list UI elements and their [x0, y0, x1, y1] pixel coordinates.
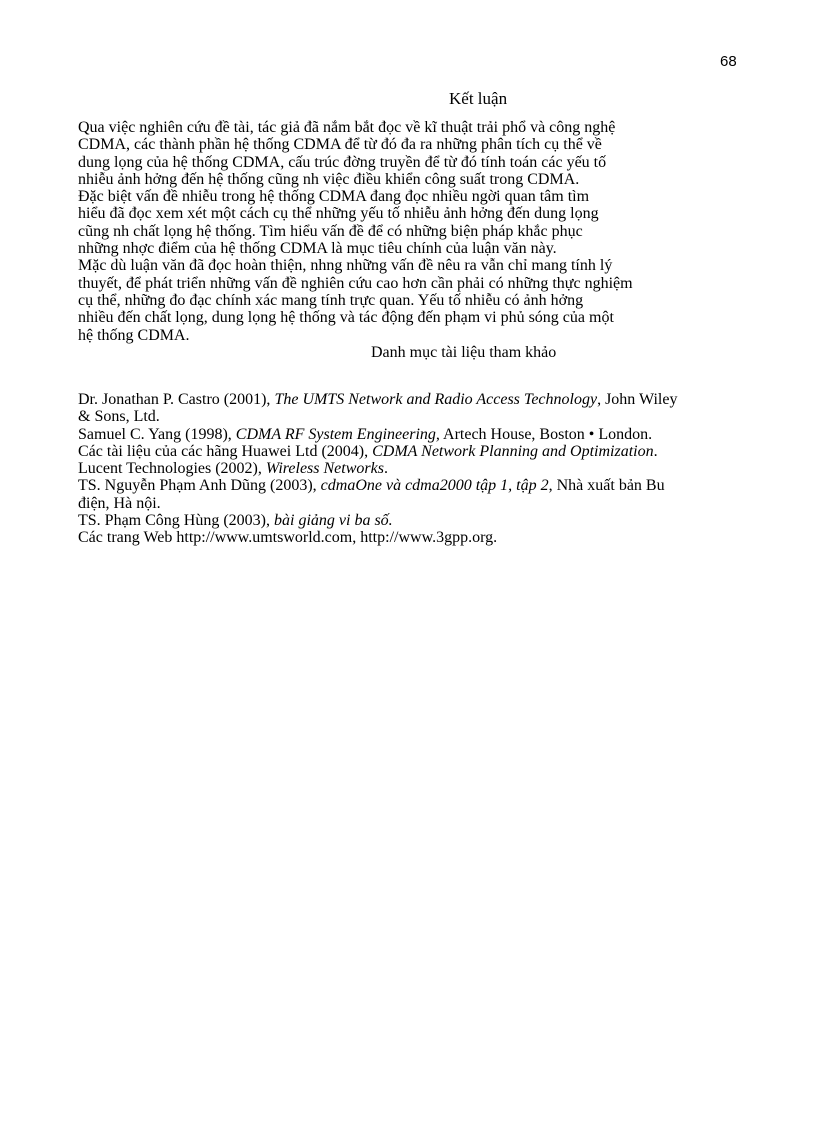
conclusion-line: dung lọng của hệ thống CDMA, cấu trúc đờng truyền để từ đó tính toán các yếu tố	[78, 153, 607, 171]
reference-author: Samuel C. Yang (1998),	[78, 425, 236, 443]
conclusion-line: cụ thể, những đo đạc chính xác mang tính trực quan. Yếu tố nhiễu có ảnh hởng	[78, 291, 584, 309]
reference-title: Wireless Networks	[265, 460, 384, 478]
references-list	[78, 391, 808, 547]
reference-title: bài giảng vi ba số.	[274, 512, 393, 530]
conclusion-line: nhiều đến chất lọng, dung lọng hệ thống và tác động đến phạm vi phủ sóng của một	[78, 309, 614, 327]
page-number: 68	[720, 53, 737, 70]
conclusion-line: hệ thống CDMA.	[78, 326, 190, 344]
reference-author: TS. Phạm Công Hùng (2003),	[78, 512, 274, 530]
conclusion-line: những nhợc điểm của hệ thống CDMA là mục tiêu chính của luận văn này.	[78, 240, 557, 258]
conclusion-line: nhiễu ảnh hởng đến hệ thống cũng nh việc điều khiển công suất trong CDMA.	[78, 170, 580, 188]
reference-line	[78, 443, 808, 460]
reference-item	[78, 443, 808, 460]
conclusion-line: hiểu đã đọc xem xét một cách cụ thể những yếu tố nhiễu ảnh hởng đến dung lọng	[78, 205, 599, 223]
reference-publisher: , John Wiley	[597, 391, 678, 408]
reference-author: Các tài liệu của các hãng Huawei Ltd (2004),	[78, 442, 373, 460]
reference-line	[78, 391, 808, 408]
reference-publisher: Artech House, Boston • London.	[439, 425, 653, 443]
reference-author: Lucent Technologies (2002),	[78, 460, 266, 478]
reference-line	[78, 477, 808, 494]
reference-publisher: .	[383, 460, 388, 478]
reference-item	[78, 426, 808, 443]
conclusion-heading: Kết luận	[449, 89, 508, 108]
reference-publisher: .	[653, 442, 658, 460]
reference-item	[78, 460, 808, 477]
reference-author: TS. Nguyễn Phạm Anh Dũng (2003),	[78, 477, 321, 495]
conclusion-body	[78, 119, 758, 344]
reference-line	[78, 529, 808, 546]
reference-line	[78, 512, 808, 529]
conclusion-line: Qua việc nghiên cứu đề tài, tác giả đã nắm bắt đọc về kĩ thuật trải phổ và công nghệ	[78, 119, 616, 136]
reference-author: Các trang Web http://www.umtsworld.com, http://www.3gpp.org.	[78, 529, 498, 547]
reference-title: cdmaOne và cdma2000 tập 1, tập 2	[320, 477, 549, 495]
conclusion-line: Mặc dù luận văn đã đọc hoàn thiện, nhng những vấn đề nêu ra vẫn chỉ mang tính lý	[78, 257, 613, 275]
reference-title: The UMTS Network and Radio Access Technology	[274, 391, 598, 408]
reference-item	[78, 477, 808, 512]
reference-title: CDMA Network Planning and Optimization	[372, 442, 654, 460]
reference-item	[78, 529, 808, 546]
conclusion-line: CDMA, các thành phần hệ thống CDMA để từ đó đa ra những phân tích cụ thể về	[78, 136, 602, 154]
reference-continuation: & Sons, Ltd.	[78, 408, 160, 426]
conclusion-line: cũng nh chất lọng hệ thống. Tìm hiểu vấn đề để có những biện pháp khắc phục	[78, 222, 583, 240]
conclusion-line: thuyết, để phát triển những vấn đề nghiên cứu cao hơn cần phải có những thực nghiệm	[78, 274, 633, 292]
reference-continuation: điện, Hà nội.	[78, 494, 161, 512]
reference-item	[78, 512, 808, 529]
conclusion-line: Đặc biệt vấn đề nhiễu trong hệ thống CDMA đang đọc nhiều ngời quan tâm tìm	[78, 188, 590, 206]
reference-line	[78, 460, 808, 477]
reference-title: CDMA RF System Engineering,	[235, 425, 440, 443]
reference-line	[78, 426, 808, 443]
references-heading: Danh mục tài liệu tham khảo	[371, 344, 557, 361]
reference-item	[78, 391, 808, 426]
reference-publisher: , Nhà xuất bản Bu	[548, 477, 665, 495]
reference-author: Dr. Jonathan P. Castro (2001),	[78, 391, 275, 408]
